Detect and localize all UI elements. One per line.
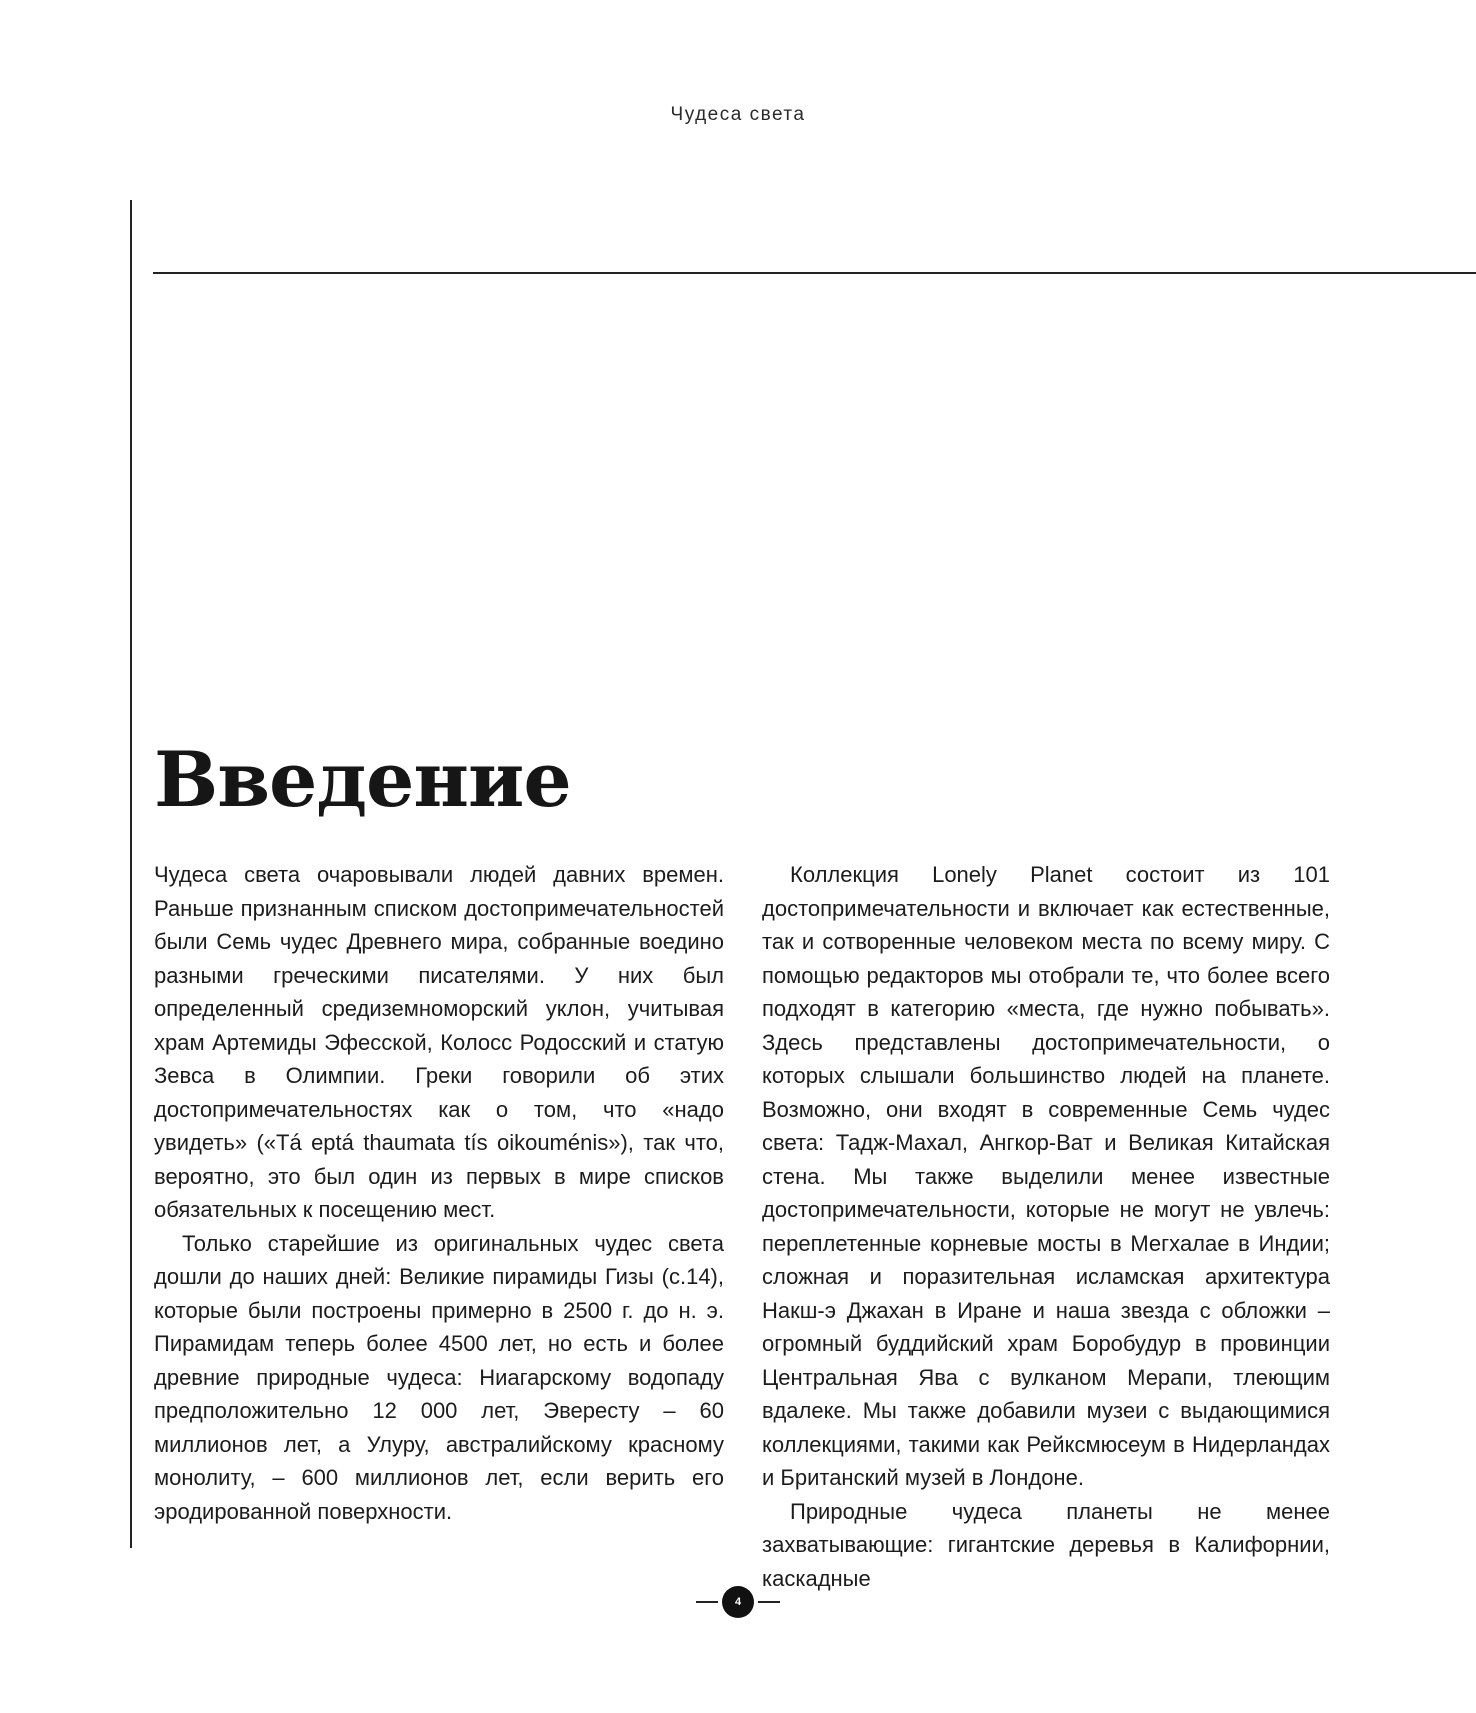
vertical-rule xyxy=(130,200,132,1548)
paragraph: Коллекция Lonely Planet состоит из 101 достопримечательности и включает как естественные, так и сотворенные человеком места по всему миру. С помощью редакторов мы отобрали те, что более всего подходят в категорию «места, где нужно побывать». Здесь представлены достопримечательности, о которых слышали большинство людей на планете. Возможно, они входят в современные Семь чудес света: Тадж-Махал, Ангкор-Ват и Великая Китайская стена. Мы также выделили менее известные достопримечательности, которые не могут не увлечь: переплетенные корневые мосты в Мегхалае в Индии; сложная и поразительная исламская архитектура Накш-э Джахан в Иране и наша звезда с обложки – огромный буддийский храм Боробудур в провинции Центральная Ява с вулканом Мерапи, тлеющим вдалеке. Мы также добавили музеи с выдающимися коллекциями, такими как Рейксмюсеум в Нидерландах и Британский музей в Лондоне. xyxy=(762,862,1330,1490)
text-column-right xyxy=(762,858,1330,1595)
text-column-left xyxy=(154,858,724,1528)
paragraph: Чудеса света очаровывали людей давних времен. Раньше признанным списком достопримечательностей были Семь чудес Древнего мира, собранные воедино разными греческими писателями. У них был определенный средиземноморский уклон, учитывая храм Артемиды Эфесской, Колосс Родосский и статую Зевса в Олимпии. Греки говорили об этих достопримечательностях как о том, что «надо увидеть» («Tá eptá thaumata tís oikouménis»), так что, вероятно, это был один из первых в мире списков обязательных к посещению мест. xyxy=(154,862,724,1222)
folio-dash-right xyxy=(758,1601,780,1603)
page-number: 4 xyxy=(722,1586,754,1618)
paragraph: Природные чудеса планеты не менее захватывающие: гигантские деревья в Калифорнии, каскадные xyxy=(762,1498,1330,1591)
chapter-title: Введение xyxy=(154,735,571,824)
page-folio xyxy=(0,1586,1476,1618)
folio-dash-left xyxy=(696,1601,718,1603)
running-head: Чудеса света xyxy=(670,104,806,125)
paragraph: Только старейшие из оригинальных чудес света дошли до наших дней: Великие пирамиды Гизы (с.14), которые были построены примерно в 2500 г. до н. э. Пирамидам теперь более 4500 лет, но есть и более древние природные чудеса: Ниагарскому водопаду предположительно 12 000 лет, Эвересту – 60 миллионов лет, а Улуру, австралийскому красному монолиту, – 600 миллионов лет, если верить его эродированной поверхности. xyxy=(154,1230,724,1524)
horizontal-rule xyxy=(153,272,1476,274)
